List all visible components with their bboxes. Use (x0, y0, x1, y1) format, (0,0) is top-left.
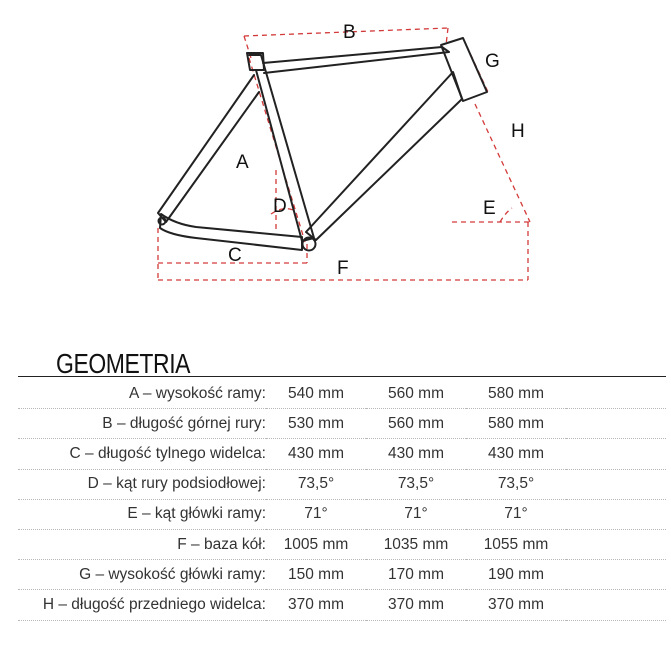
row-value: 71° (466, 499, 566, 529)
row-value: 1005 mm (266, 529, 366, 559)
label-b: B (343, 22, 356, 43)
head-tube (441, 38, 487, 101)
row-value: 540 mm (266, 379, 366, 409)
row-value: 580 mm (466, 409, 566, 439)
geometry-table (18, 379, 666, 621)
row-value: 430 mm (366, 439, 466, 469)
row-value: 150 mm (266, 560, 366, 590)
row-label: D – kąt rury podsiodłowej: (18, 469, 266, 499)
row-label: G – wysokość główki ramy: (18, 560, 266, 590)
down-tube (306, 72, 462, 240)
table-row (18, 590, 666, 620)
label-c: C (228, 245, 242, 266)
table-row (18, 439, 666, 469)
row-value: 73,5° (466, 469, 566, 499)
seat-stay (158, 75, 259, 222)
table-row (18, 379, 666, 409)
label-d: D (273, 196, 287, 217)
top-tube (263, 47, 449, 73)
row-value: 430 mm (266, 439, 366, 469)
row-value: 1035 mm (366, 529, 466, 559)
row-value: 430 mm (466, 439, 566, 469)
row-label: C – długość tylnego widelca: (18, 439, 266, 469)
label-f: F (337, 258, 349, 279)
row-label: B – długość górnej rury: (18, 409, 266, 439)
geometry-title: GEOMETRIA (56, 348, 191, 379)
row-label: A – wysokość ramy: (18, 379, 266, 409)
frame-outline (158, 38, 487, 251)
row-label: E – kąt główki ramy: (18, 499, 266, 529)
row-value: 370 mm (366, 590, 466, 620)
row-value: 71° (266, 499, 366, 529)
label-h: H (511, 121, 525, 142)
row-value: 560 mm (366, 379, 466, 409)
label-e: E (483, 198, 496, 219)
dimension-e-arc (500, 208, 512, 222)
row-value: 370 mm (466, 590, 566, 620)
row-value: 170 mm (366, 560, 466, 590)
row-value: 190 mm (466, 560, 566, 590)
table-row (18, 469, 666, 499)
row-value: 73,5° (266, 469, 366, 499)
row-value: 370 mm (266, 590, 366, 620)
row-label: H – długość przedniego widelca: (18, 590, 266, 620)
row-value: 1055 mm (466, 529, 566, 559)
row-label: F – baza kół: (18, 529, 266, 559)
row-value: 560 mm (366, 409, 466, 439)
table-row (18, 560, 666, 590)
row-value: 580 mm (466, 379, 566, 409)
row-value: 71° (366, 499, 466, 529)
table-row (18, 529, 666, 559)
bike-frame-diagram (0, 0, 671, 300)
row-value: 73,5° (366, 469, 466, 499)
label-a: A (236, 152, 249, 173)
table-row (18, 499, 666, 529)
row-value: 530 mm (266, 409, 366, 439)
table-row (18, 409, 666, 439)
title-rule (18, 376, 666, 377)
label-g: G (485, 51, 500, 72)
